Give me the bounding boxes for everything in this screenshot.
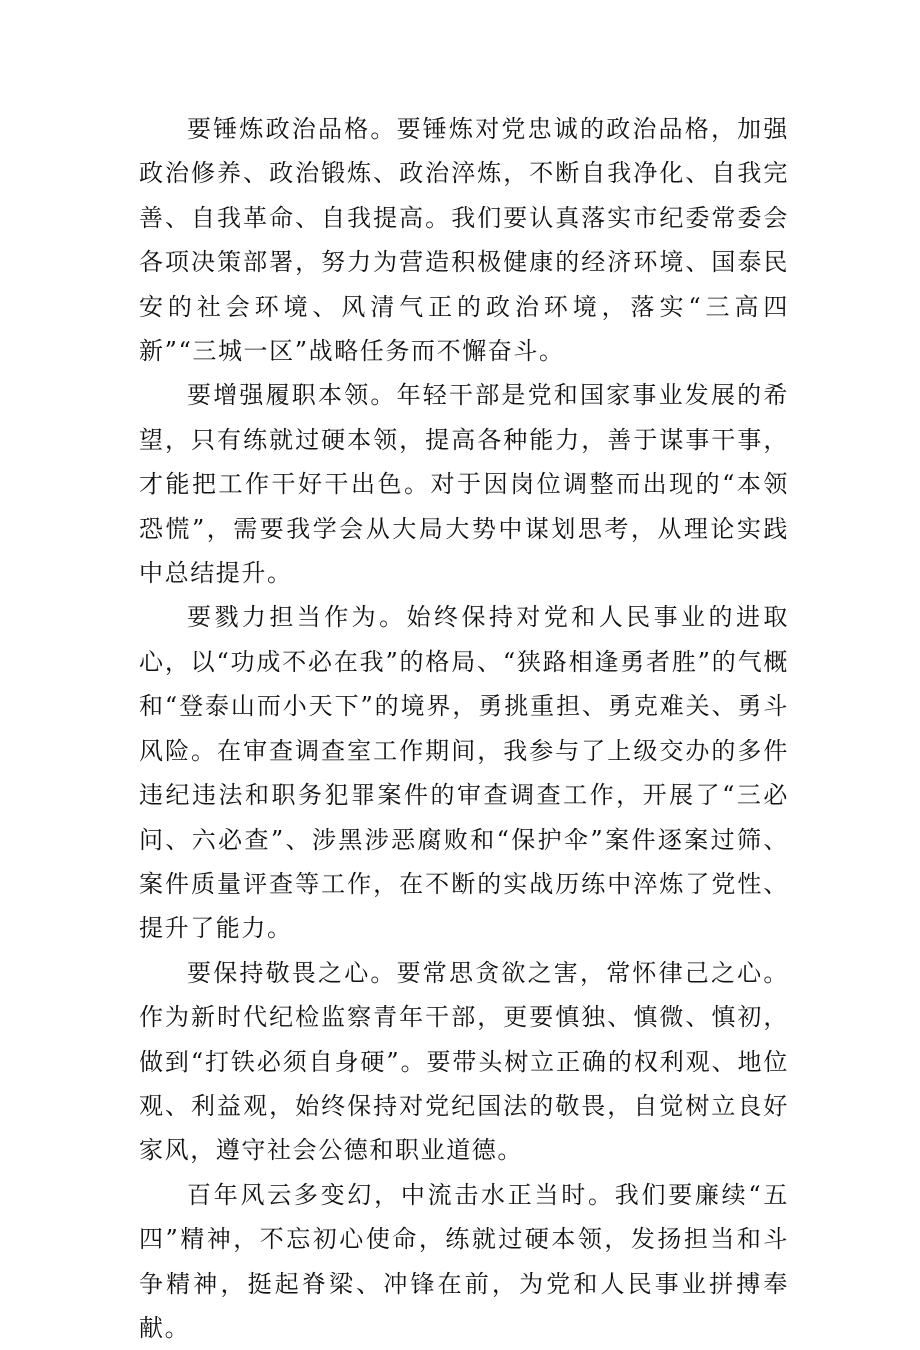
paragraph-awe: 要保持敬畏之心。要常思贪欲之害，常怀律己之心。作为新时代纪检监察青年干部，更要慎独、慎微、慎初，做到“打铁必须自身硬”。要带头树立正确的权利观、地位观、利益观，始终保持对党纪国法的敬畏，自觉树立良好家风，遵守社会公德和职业道德。 xyxy=(139,958,789,1165)
document-body xyxy=(139,107,789,1350)
paragraph-conclusion: 百年风云多变幻，中流击水正当时。我们要廉续“五四”精神，不忘初心使命，练就过硬本领，发扬担当和斗争精神，挺起脊梁、冲锋在前，为党和人民事业拼搏奉献。 xyxy=(139,1180,789,1342)
paragraph-political-character: 要锤炼政治品格。要锤炼对党忠诚的政治品格，加强政治修养、政治锻炼、政治淬炼，不断自我净化、自我完善、自我革命、自我提高。我们要认真落实市纪委常委会各项决策部署，努力为营造积极健康的经济环境、国泰民安的社会环境、风清气正的政治环境，落实“三高四新”“三城一区”战略任务而不懈奋斗。 xyxy=(139,115,789,366)
paragraph-responsibility: 要戮力担当作为。始终保持对党和人民事业的进取心，以“功成不必在我”的格局、“狭路相逢勇者胜”的气概和“登泰山而小天下”的境界，勇挑重担、勇克难关、勇斗风险。在审查调查室工作期间，我参与了上级交办的多件违纪违法和职务犯罪案件的审查调查工作，开展了“三必问、六必查”、涉黑涉恶腐败和“保护伞”案件逐案过筛、案件质量评查等工作，在不断的实战历练中淬炼了党性、提升了能力。 xyxy=(139,603,789,943)
paragraph-duty-capability: 要增强履职本领。年轻干部是党和国家事业发展的希望，只有练就过硬本领，提高各种能力，善于谋事干事，才能把工作干好干出色。对于因岗位调整而出现的“本领恐慌”，需要我学会从大局大势中谋划思考，从理论实践中总结提升。 xyxy=(139,381,789,588)
